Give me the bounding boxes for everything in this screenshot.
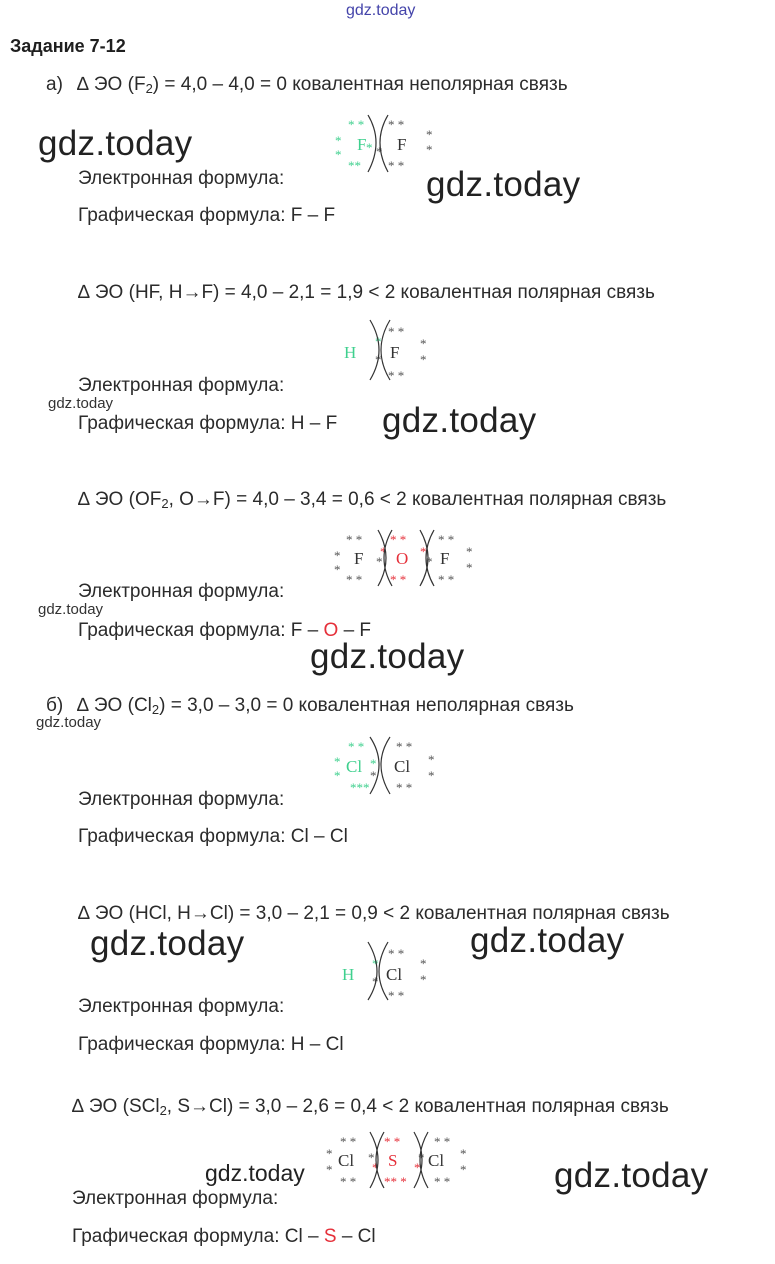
watermark: gdz.today [36,714,102,731]
electron-dot: * [334,768,341,783]
electron-dot: * [370,768,377,783]
watermark: gdz.today [205,1160,305,1186]
electron-dot: * [466,560,473,575]
electron-dot: * [335,133,342,148]
electron-dot: * * [388,158,405,173]
watermark: gdz.today [470,921,625,960]
electron-dot: * * [346,572,363,587]
atom-symbol: Cl [394,757,411,776]
electron-dot: * [420,352,427,367]
electron-dot: * * [434,1134,451,1149]
equation-hf: ∆ ЭО (HF, H→F) = 4,0 – 2,1 = 1,9 < 2 ковалентная полярная связь [78,282,655,303]
electron-dot: * * [348,117,365,132]
electron-dot: * * [388,324,405,339]
electron-dot: * * [346,532,363,547]
electron-dot: * * [388,946,405,961]
electron-dot: * [375,334,382,349]
graphic-formula-of2: Графическая формула: F – O – F [78,620,372,641]
atom-symbol: F [357,135,367,154]
electron-dot: * [426,142,433,157]
electronic-formula-label: Электронная формула: [78,581,285,602]
electron-diagram-cl2 [330,734,445,796]
atom-symbol: O [396,549,409,568]
atom-symbol: Cl [428,1151,445,1170]
electron-diagram-scl2 [322,1128,472,1190]
item-b-label: б) [46,695,64,716]
electron-dot: * [428,752,435,767]
atom-symbol: F [440,549,450,568]
graphic-formula-cl2: Графическая формула: Cl – Cl [78,826,348,847]
electron-dot: * [428,768,435,783]
graphic-formula-hf: Графическая формула: H – F [78,413,338,434]
bond-arc [381,737,390,794]
atom-symbol: Cl [386,965,403,984]
electron-dot: ** [348,158,361,173]
watermark: gdz.today [38,124,193,163]
watermark: gdz.today [554,1156,709,1195]
electron-dot: * [420,336,427,351]
item-a-label: а) [46,74,63,95]
electron-diagram-hf [340,316,435,382]
electron-dot: * * [434,1174,451,1189]
electron-dot: * [420,956,427,971]
electron-dot: * [376,554,383,569]
electron-dot: * [375,352,382,367]
electron-dot: * * [396,780,413,795]
graphic-formula-hcl: Графическая формула: H – Cl [78,1034,344,1055]
atom-symbol: Cl [338,1151,355,1170]
electron-dot: * [460,1146,467,1161]
watermark: gdz.today [382,401,537,440]
electron-dot: * [334,548,341,563]
electron-dot: * [418,1150,425,1165]
atom-symbol: H [344,343,357,362]
electron-dot: * * [390,532,407,547]
graphic-formula-scl2: Графическая формула: Cl – S – Cl [72,1226,376,1247]
watermark: gdz.today [426,165,581,204]
electron-dot: * [368,1150,375,1165]
graphic-formula-f2: Графическая формула: F – F [78,205,336,226]
electron-dot: * * [388,368,405,382]
electron-dot: * * [388,117,405,132]
electron-dot: *** [350,780,370,795]
atom-symbol: H [342,965,355,984]
electron-dot: * [366,140,373,155]
electron-dot: * [370,756,377,771]
electron-dot: * * [340,1174,357,1189]
electron-dot: * * [388,988,405,1002]
watermark: gdz.today [310,637,465,676]
equation-scl2: ∆ ЭО (SCl$_2$, S→Cl) = 3,0 – 2,6 = 0,4 < 2 ковалентная полярная связь [72,1096,669,1118]
electronic-formula-label: Электронная формула: [78,996,285,1017]
electron-dot: * [372,1160,379,1175]
electron-dot: * * [390,572,407,587]
atom-symbol: F [390,343,400,362]
electron-dot: * [372,956,379,971]
equation-of2: ∆ ЭО ($OF_2$, O→F) = 4,0 – 3,4 = 0,6 < 2 ковалентная полярная связь [78,489,667,511]
watermark: gdz.today [90,924,245,963]
watermark-top: gdz.today [346,2,416,19]
atom-symbol: F [397,135,407,154]
watermark: gdz.today [38,601,104,618]
electron-dot: * [334,562,341,577]
electron-dot: * [420,544,427,559]
electron-dot: * [460,1162,467,1177]
atom-symbol: Cl [346,757,363,776]
bond-arc [368,942,377,1000]
electron-diagram-hcl [338,938,438,1002]
electron-dot: * [380,544,387,559]
electronic-formula-label: Электронная формула: [78,375,285,396]
electron-dot: * [420,972,427,987]
electron-dot: * * [438,532,455,547]
atom-symbol: F [354,549,364,568]
electron-dot: * [376,144,383,159]
electron-dot: * [334,754,341,769]
equation-f2: ∆ ЭО $(F_2) = 4,0 - 4,0 = 0$ ковалентная неполярная связь [77,74,568,96]
electron-dot: * * [348,739,365,754]
electron-dot: * [426,554,433,569]
equation-hcl: ∆ ЭО (HCl, H→Cl) = 3,0 – 2,1 = 0,9 < 2 ковалентная полярная связь [78,903,670,924]
task-title: Задание 7-12 [10,36,126,56]
electron-dot: * [466,544,473,559]
electron-dot: * [326,1162,333,1177]
electronic-formula-label: Электронная формула: [78,789,285,810]
electron-diagram-of2 [330,526,480,588]
electron-dot: * * [384,1134,401,1149]
electron-dot: * [335,147,342,162]
watermark: gdz.today [48,395,114,412]
electron-dot: * [426,127,433,142]
bond-arc [370,320,379,380]
electron-dot: * * [438,572,455,587]
electron-dot: ** * [384,1174,407,1189]
electronic-formula-label: Электронная формула: [78,168,285,189]
electron-dot: * * [396,739,413,754]
electron-dot: * [372,974,379,989]
electron-dot: * [326,1146,333,1161]
electronic-formula-label: Электронная формула: [72,1188,279,1209]
equation-cl2: ∆ ЭО $(Cl_2) = 3,0 - 3,0 = 0$ ковалентная неполярная связь [77,695,574,717]
atom-symbol: S [388,1151,398,1170]
electron-dot: * * [340,1134,357,1149]
electron-dot: * [414,1160,421,1175]
